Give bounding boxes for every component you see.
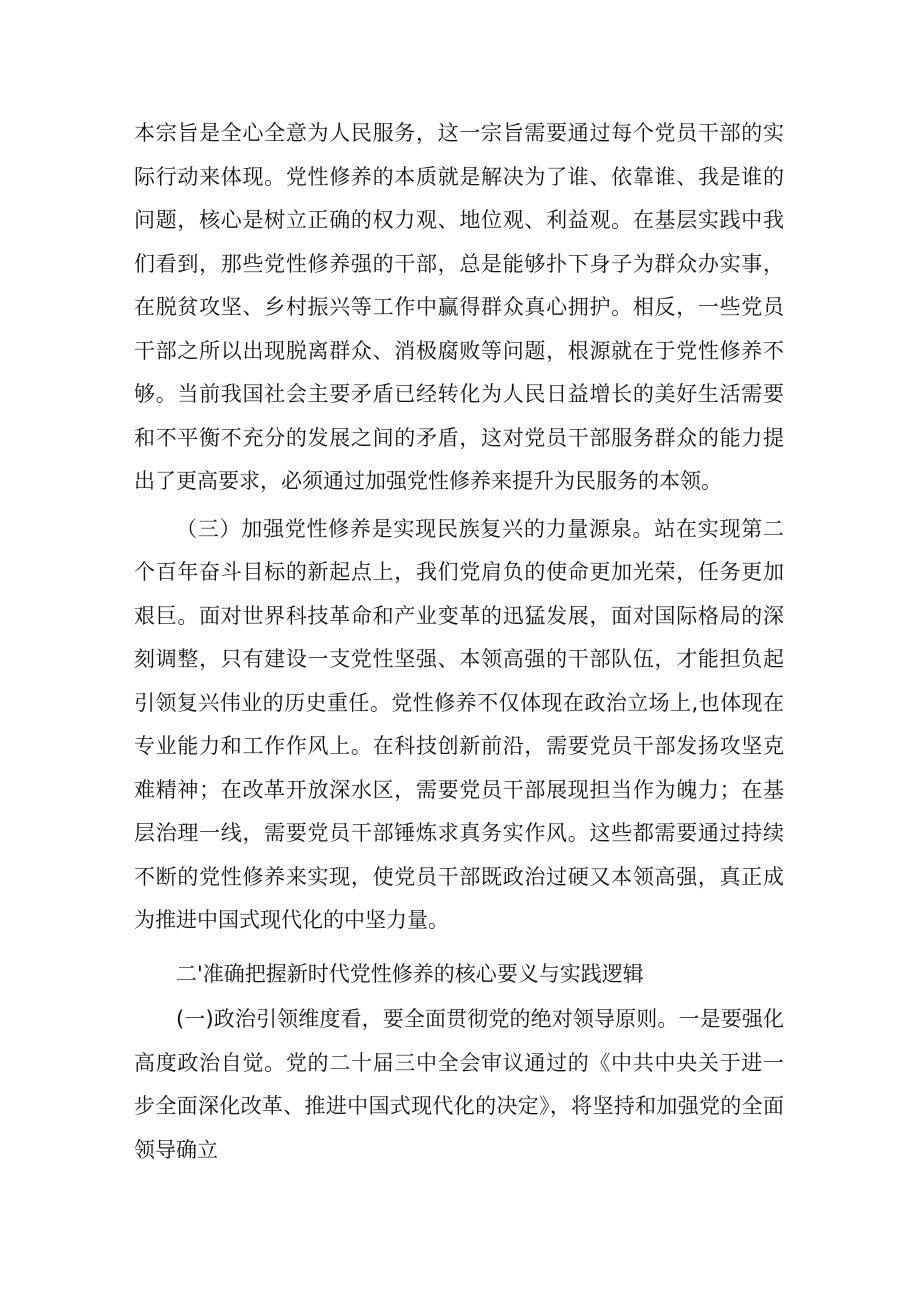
paragraph-continuation: 本宗旨是全心全意为人民服务，这一宗旨需要通过每个党员干部的实际行动来体现。党性修养的本质就是解决为了谁、依靠谁、我是谁的问题，核心是树立正确的权力观、地位观、利益观。在基层实践中我们看到，那些党性修养强的干部，总是能够扑下身子为群众办实事，在脱贫攻坚、乡村振兴等工作中赢得群众真心拥护。相反，一些党员干部之所以出现脱离群众、消极腐败等问题，根源就在于党性修养不够。当前我国社会主要矛盾已经转化为人民日益增长的美好生活需要和不平衡不充分的发展之间的矛盾，这对党员干部服务群众的能力提出了更高要求，必须通过加强党性修养来提升为民服务的本领。 xyxy=(134,121,784,493)
document-body xyxy=(134,112,784,1172)
paragraph-political-guidance: (一)政治引领维度看，要全面贯彻党的绝对领导原则。一是要强化高度政治自觉。党的二十届三中全会审议通过的《中共中央关于进一步全面深化改革、推进中国式现代化的决定》，将坚持和加强党的全面领导确立 xyxy=(134,1007,784,1162)
paragraph-section-three: （三）加强党性修养是实现民族复兴的力量源泉。站在实现第二个百年奋斗目标的新起点上，我们党肩负的使命更加光荣，任务更加艰巨。面对世界科技革命和产业变革的迅猛发展，面对国际格局的深刻调整，只有建设一支党性坚强、本领高强的干部队伍，才能担负起引领复兴伟业的历史重任。党性修养不仅体现在政治立场上,也体现在专业能力和工作作风上。在科技创新前沿，需要党员干部发扬攻坚克难精神；在改革开放深水区，需要党员干部展现担当作为魄力；在基层治理一线，需要党员干部锤炼求真务实作风。这些都需要通过持续不断的党性修养来实现，使党员干部既政治过硬又本领高强，真正成为推进中国式现代化的中坚力量。 xyxy=(134,516,784,932)
section-heading-two: 二'准确把握新时代党性修养的核心要义与实践逻辑 xyxy=(176,961,644,986)
